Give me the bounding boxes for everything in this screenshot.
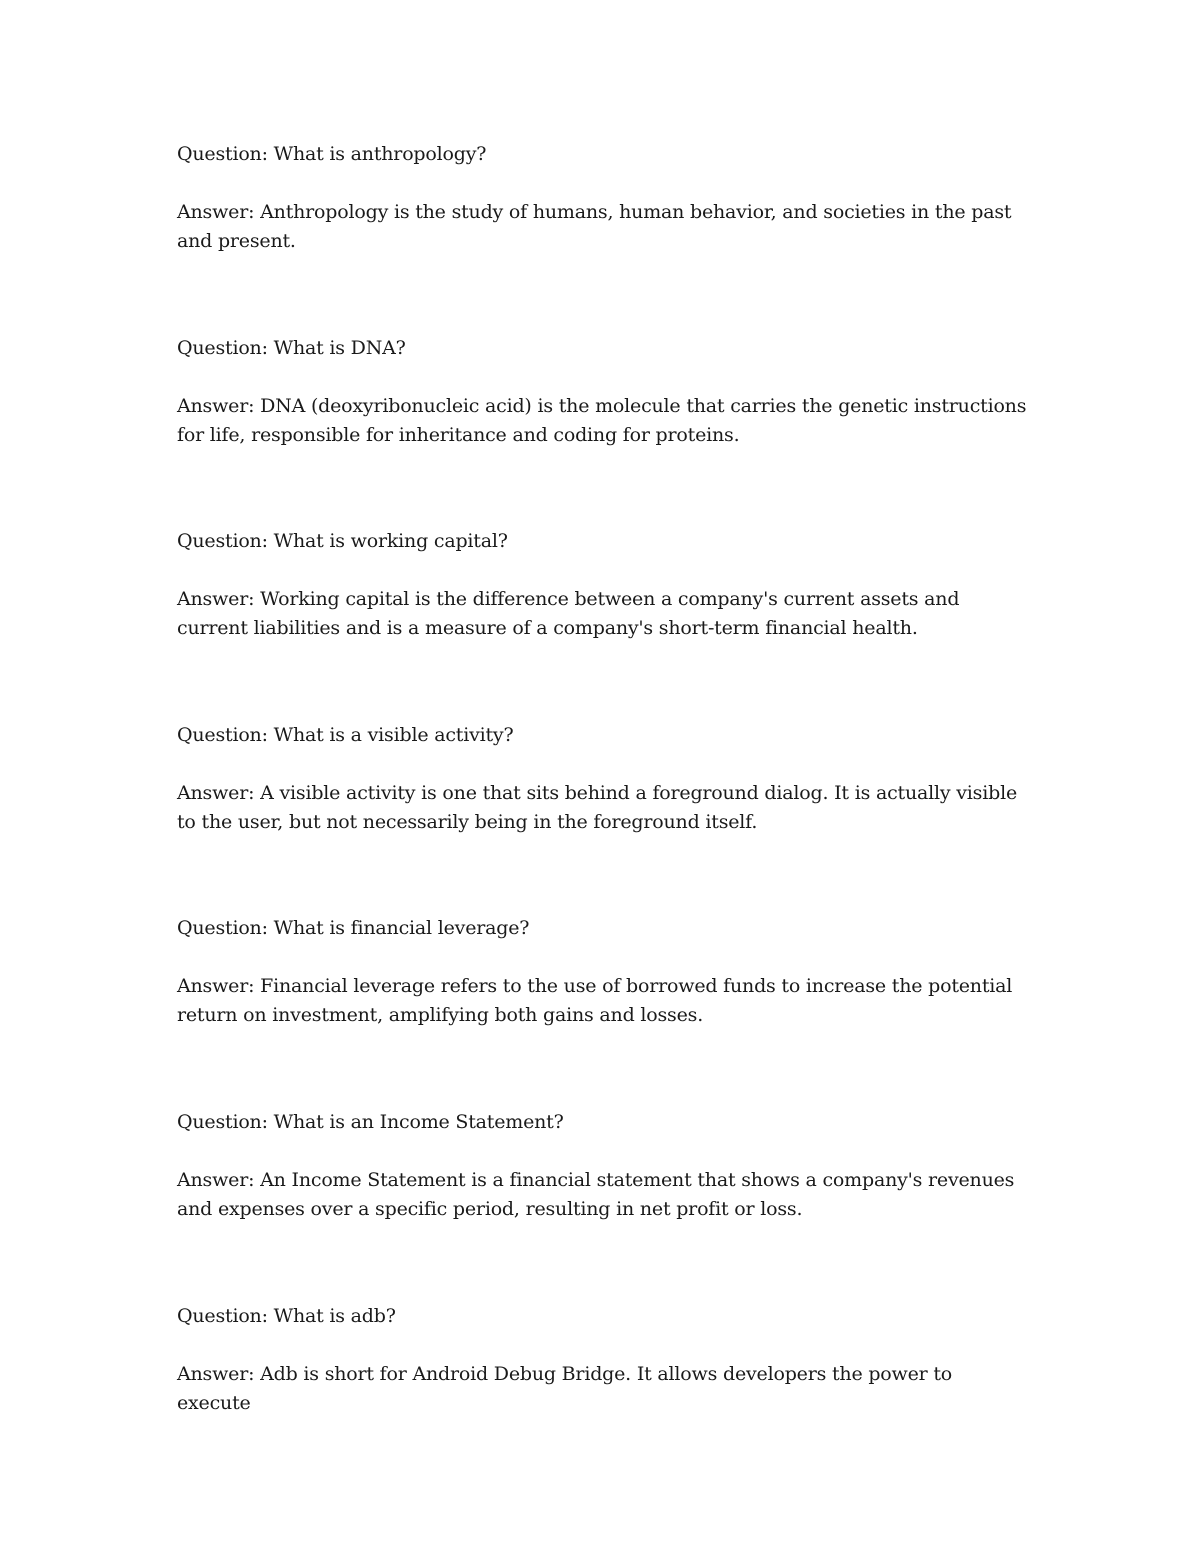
- qa-entry: [177, 721, 1027, 837]
- answer-text: Answer: Adb is short for Android Debug Bridge. It allows developers the power to execute: [177, 1363, 953, 1414]
- question-text: Question: What is adb?: [177, 1305, 396, 1327]
- question-text: Question: What is DNA?: [177, 337, 406, 359]
- qa-entry: [177, 1302, 1027, 1418]
- qa-entry: [177, 914, 1027, 1030]
- answer-text: Answer: Financial leverage refers to the use of borrowed funds to increase the potential return on investment, amplifying both gains and losses.: [177, 975, 1013, 1026]
- question-text: Question: What is anthropology?: [177, 143, 487, 165]
- answer-text: Answer: DNA (deoxyribonucleic acid) is the molecule that carries the genetic instructions for life, responsible for inheritance and coding for proteins.: [177, 395, 1027, 446]
- answer-text: Answer: An Income Statement is a financial statement that shows a company's revenues and expenses over a specific period, resulting in net profit or loss.: [177, 1169, 1015, 1220]
- qa-entry: [177, 140, 1027, 256]
- qa-entry: [177, 527, 1027, 643]
- answer-text: Answer: A visible activity is one that sits behind a foreground dialog. It is actually visible to the user, but not necessarily being in the foreground itself.: [177, 782, 1017, 833]
- question-text: Question: What is financial leverage?: [177, 917, 530, 939]
- answer-text: Answer: Working capital is the difference between a company's current assets and current liabilities and is a measure of a company's short-term financial health.: [177, 588, 960, 639]
- answer-text: Answer: Anthropology is the study of humans, human behavior, and societies in the past and present.: [177, 201, 1012, 252]
- question-text: Question: What is working capital?: [177, 530, 508, 552]
- question-text: Question: What is a visible activity?: [177, 724, 514, 746]
- question-text: Question: What is an Income Statement?: [177, 1111, 564, 1133]
- qa-entry: [177, 1108, 1027, 1224]
- qa-entry: [177, 334, 1027, 450]
